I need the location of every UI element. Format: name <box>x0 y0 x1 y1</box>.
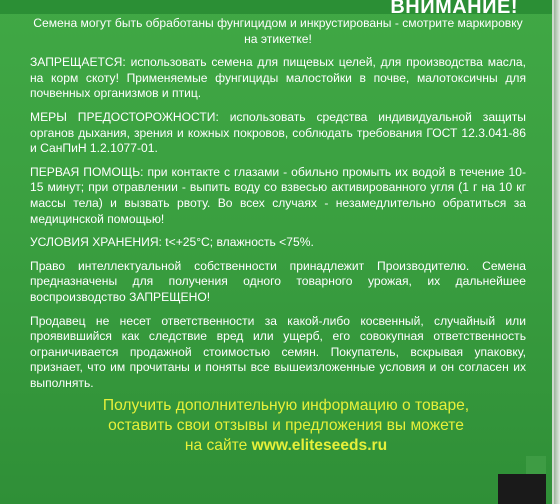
promo-prefix: на сайте <box>184 437 252 454</box>
website-link[interactable]: www.eliteseeds.ru <box>251 437 388 454</box>
precautions-heading: МЕРЫ ПРЕДОСТОРОЖНОСТИ: <box>30 109 219 124</box>
storage-heading: УСЛОВИЯ ХРАНЕНИЯ: <box>30 235 162 250</box>
paragraph-treatment: Семена могут быть обработаны фунгицидом и инкрустированы - смотрите маркировку на этикетке! <box>33 16 523 46</box>
paragraph-storage <box>30 235 526 251</box>
storage-text: t<+25°С; влажность <75%. <box>161 235 314 250</box>
promo-block <box>56 396 516 456</box>
precautions-text: использовать средства индивидуальной защиты органов дыхания, зрения и кожных покровов, соблюдать требования ГОСТ 12.3.041-86 и СанПиН 1.2.1077-01. <box>30 109 526 156</box>
first-aid-text: при контакте с глазами - обильно промыть их водой в течение 10-15 минут; при отравлении - выпить воду со взвесью активированного угля (1 г на 10 кг массы тела) и вызвать рвоту. Во всех случаях - незамедлительно обратиться за медицинской помощью! <box>30 164 526 226</box>
paragraph-ip-rights: Право интеллектуальной собственности принадлежит Производителю. Семена предназначены для получения одного товарного урожая, их дальнейшее воспроизводство ЗАПРЕЩЕНО! <box>30 258 526 304</box>
paragraph-prohibited <box>30 55 526 102</box>
first-aid-heading: ПЕРВАЯ ПОМОЩЬ: <box>30 164 144 179</box>
promo-line-3 <box>56 436 516 456</box>
warning-title: ВНИМАНИЕ! <box>390 0 518 18</box>
prohibited-text: использовать семена для пищевых целей, для производства масла, на корм скоту! Применяемые фунгициды малостойки в почве, малотоксичны для почвенных организмов и птиц. <box>30 55 526 101</box>
packet-edge <box>554 0 560 504</box>
paragraph-first-aid <box>30 165 526 227</box>
promo-line-1: Получить дополнительную информацию о товаре, <box>102 397 470 414</box>
paragraph-precautions <box>30 110 526 157</box>
prohibited-heading: ЗАПРЕЩАЕТСЯ: <box>30 55 126 70</box>
instructions-text <box>30 16 526 399</box>
paragraph-liability: Продавец не несет ответственности за какой-либо косвенный, случайный или проявившийся как следствие вред или ущерб, его совокупная ответственность ограничивается продажной стоимостью семян. Покупатель, вскрывая упаковку, признает, что им прочитаны и поняты все вышеизложенные условия и он согласен их выполнять. <box>30 313 526 390</box>
barcode-corner <box>498 474 546 504</box>
promo-line-2: оставить свои отзывы и предложения вы можете <box>108 417 464 434</box>
corner-notch <box>526 456 546 474</box>
